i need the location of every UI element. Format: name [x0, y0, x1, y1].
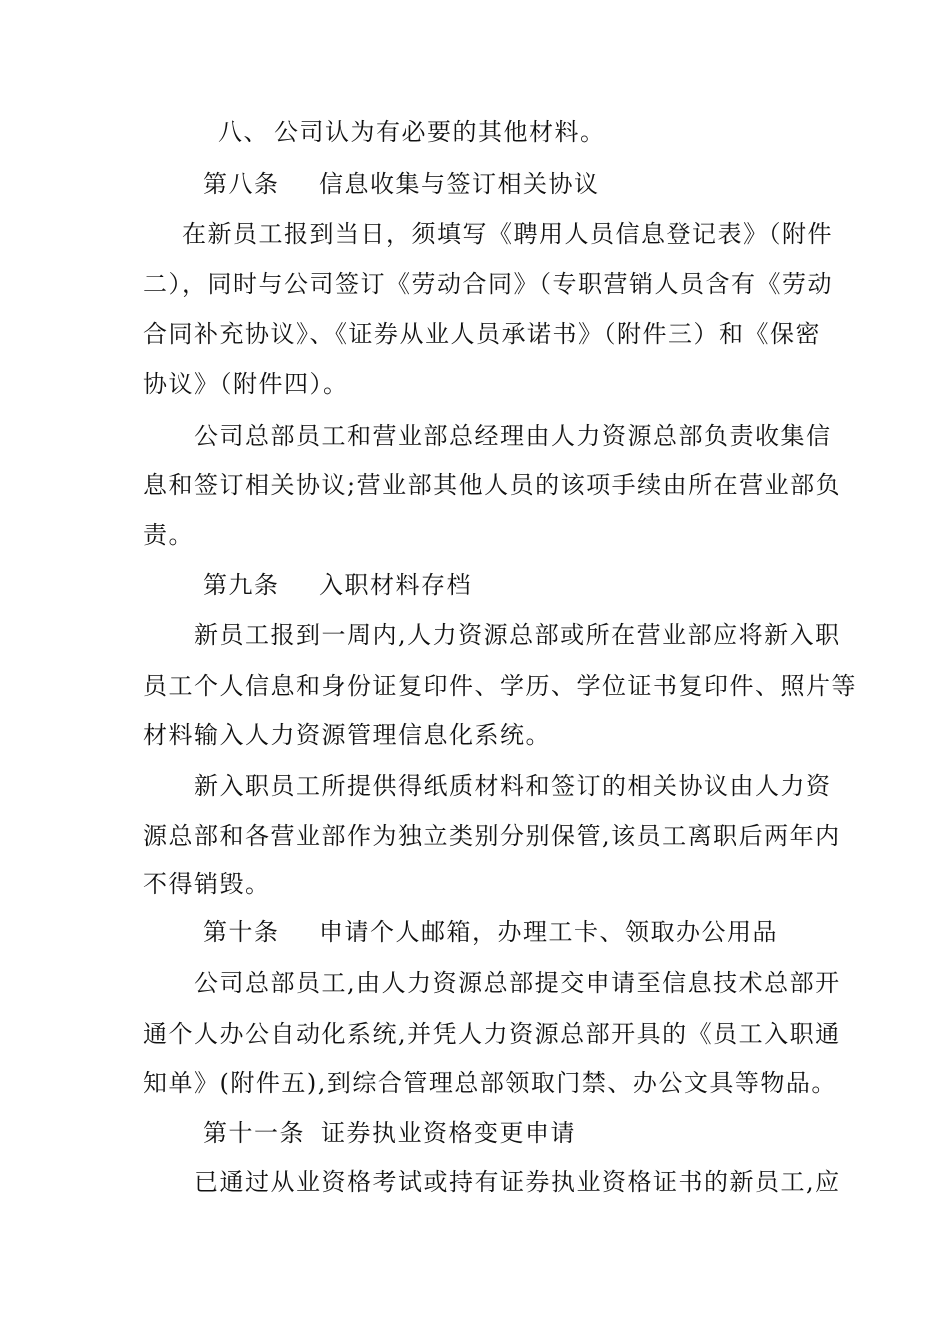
article-title: 入职材料存档	[319, 571, 472, 599]
paragraph-line: 公司总部员工,由人力资源总部提交申请至信息技术总部开	[194, 969, 841, 997]
paragraph-line: 不得销毁。	[143, 870, 271, 898]
paragraph-line: 通个人办公自动化系统,并凭人力资源总部开具的《员工入职通	[143, 1020, 841, 1048]
article-11-heading	[203, 1118, 576, 1148]
article-number: 第八条	[203, 170, 280, 198]
list-item-8	[218, 117, 606, 147]
paragraph-line: 知单》(附件五),到综合管理总部领取门禁、办公文具等物品。	[143, 1069, 837, 1097]
paragraph-line: 合同补充协议》、《证券从业人员承诺书》（附件三）和《保密	[143, 320, 821, 348]
paragraph-line: 二），同时与公司签订《劳动合同》（专职营销人员含有《劳动	[143, 270, 833, 298]
paragraph-line: 员工个人信息和身份证复印件、学历、学位证书复印件、照片等	[143, 672, 857, 700]
article-number: 第十条	[203, 918, 280, 946]
paragraph-line: 新员工报到一周内,人力资源总部或所在营业部应将新入职	[194, 621, 841, 649]
article-title: 证券执业资格变更申请	[321, 1119, 576, 1147]
article-title: 信息收集与签订相关协议	[319, 170, 600, 198]
article-9-heading	[203, 570, 472, 600]
article-number: 第九条	[203, 571, 280, 599]
paragraph-line: 源总部和各营业部作为独立类别分别保管,该员工离职后两年内	[143, 822, 841, 850]
paragraph-line: 息和签订相关协议;营业部其他人员的该项手续由所在营业部负	[143, 471, 842, 499]
article-8-heading	[203, 169, 600, 199]
article-title: 申请个人邮箱，办理工卡、领取办公用品	[319, 918, 778, 946]
paragraph-line: 责。	[143, 521, 194, 549]
paragraph-line: 新入职员工所提供得纸质材料和签订的相关协议由人力资	[194, 772, 832, 800]
paragraph-line: 在新员工报到当日，须填写《聘用人员信息登记表》（附件	[182, 220, 833, 248]
paragraph-line: 协议》（附件四）。	[143, 370, 349, 398]
paragraph-line: 已通过从业资格考试或持有证券执业资格证书的新员工,应	[194, 1168, 841, 1196]
paragraph-line: 公司总部员工和营业部总经理由人力资源总部负责收集信	[194, 422, 832, 450]
article-10-heading	[203, 917, 778, 947]
list-item-text: 公司认为有必要的其他材料。	[274, 118, 606, 146]
paragraph-line: 材料输入人力资源管理信息化系统。	[143, 721, 551, 749]
article-number: 第十一条	[203, 1119, 305, 1147]
list-marker: 八、	[218, 118, 269, 146]
